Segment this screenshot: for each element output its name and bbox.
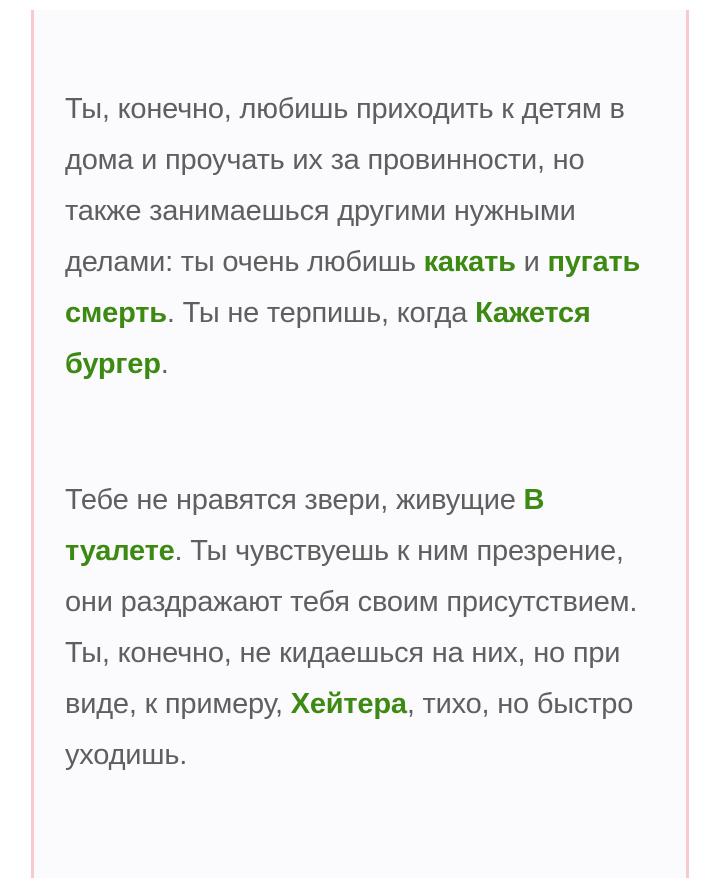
paragraph-1-text: Ты, конечно, любишь приходить к детям в дома и проучать их за провинности, но также занимаешься другими нужными делами: ты очень любишь [65, 93, 625, 278]
paragraph-1-text: и [515, 246, 548, 278]
paragraph-2 [65, 475, 665, 781]
paragraph-1-text: . [160, 348, 169, 380]
paragraph-2-text: Тебе не нравятся звери, живущие [65, 484, 524, 516]
highlight-kazhetsya-burger: Кажется бургер [65, 297, 591, 380]
paragraph-1-text: . Ты не терпишь, когда [166, 297, 476, 329]
highlight-pugat-smert: пугать смерть [65, 246, 641, 329]
paragraph-2-text: , тихо, но быстро уходишь. [65, 688, 634, 771]
highlight-kakat: какать [423, 246, 516, 278]
highlight-heitera: Хейтера [290, 688, 407, 720]
right-border [686, 10, 689, 878]
highlight-v-tualete: В туалете [65, 484, 545, 567]
content-card [34, 10, 686, 878]
paragraph-1 [65, 84, 665, 390]
paragraph-2-text: . Ты чувствуешь к ним презрение, они раздражают тебя своим присутствием. Ты, конечно, не кидаешься на них, но при виде, к примеру, [65, 535, 638, 720]
